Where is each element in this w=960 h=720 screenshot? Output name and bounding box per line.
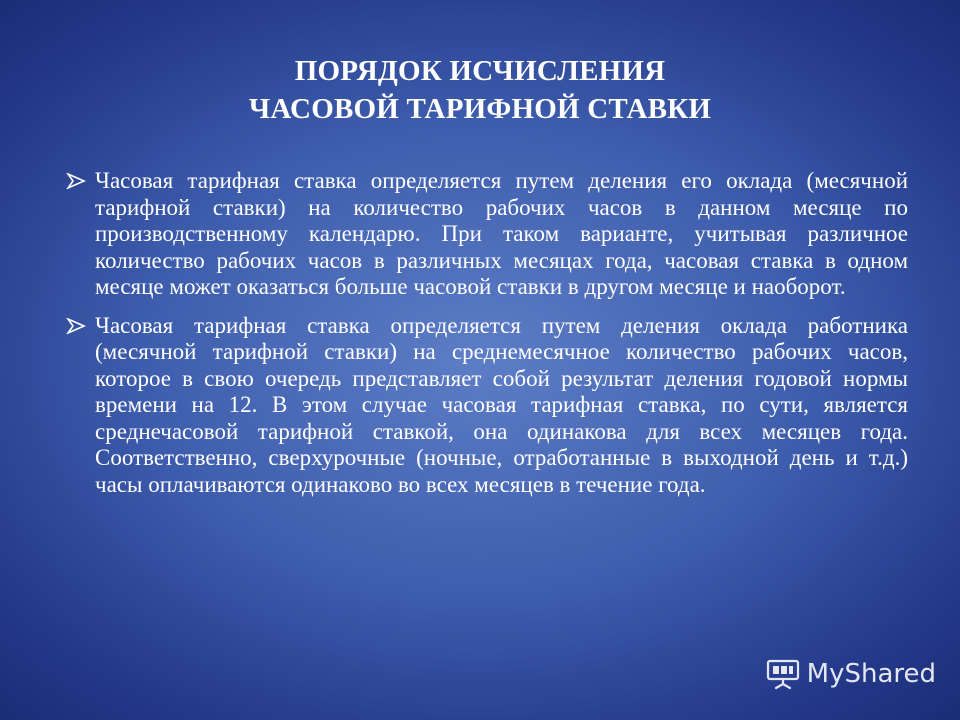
arrow-bullet-icon (66, 173, 86, 189)
bullet-item (62, 168, 908, 301)
slide-title-line-2: ЧАСОВОЙ ТАРИФНОЙ СТАВКИ (248, 93, 712, 125)
bullet-text: Часовая тарифная ставка определяется путем деления оклада работника (месячной тарифной ставки) на среднемесячное количество рабочих часов, которое в свою очередь представляет собой результат деления годовой нормы времени на 12. В этом случае часовая тарифная ставка, по сути, является среднечасовой тарифной ставкой, она одинакова для всех месяцев года. Соответственно, сверхурочные (ночные, отработанные в выходной день и т.д.) часы оплачиваются одинаково во всех месяцев в течение года. (95, 312, 908, 497)
bullet-list (62, 168, 908, 510)
arrow-bullet-icon (66, 318, 86, 334)
presentation-board-icon (765, 658, 801, 690)
bullet-text: Часовая тарифная ставка определяется путем деления его оклада (месячной тарифной ставки) на количество рабочих часов в данном месяце по производственному календарю. При таком варианте, учитывая различное количество рабочих часов в различных месяцах года, часовая ставка в одном месяце может оказаться больше часовой ставки в другом месяце и наоборот. (95, 168, 908, 299)
slide-title-line-1: ПОРЯДОК ИСЧИСЛЕНИЯ (294, 55, 666, 87)
watermark-logo (765, 658, 936, 690)
watermark-logo-text: MyShared (806, 659, 936, 689)
slide-title (120, 52, 840, 128)
bullet-item (62, 313, 908, 499)
